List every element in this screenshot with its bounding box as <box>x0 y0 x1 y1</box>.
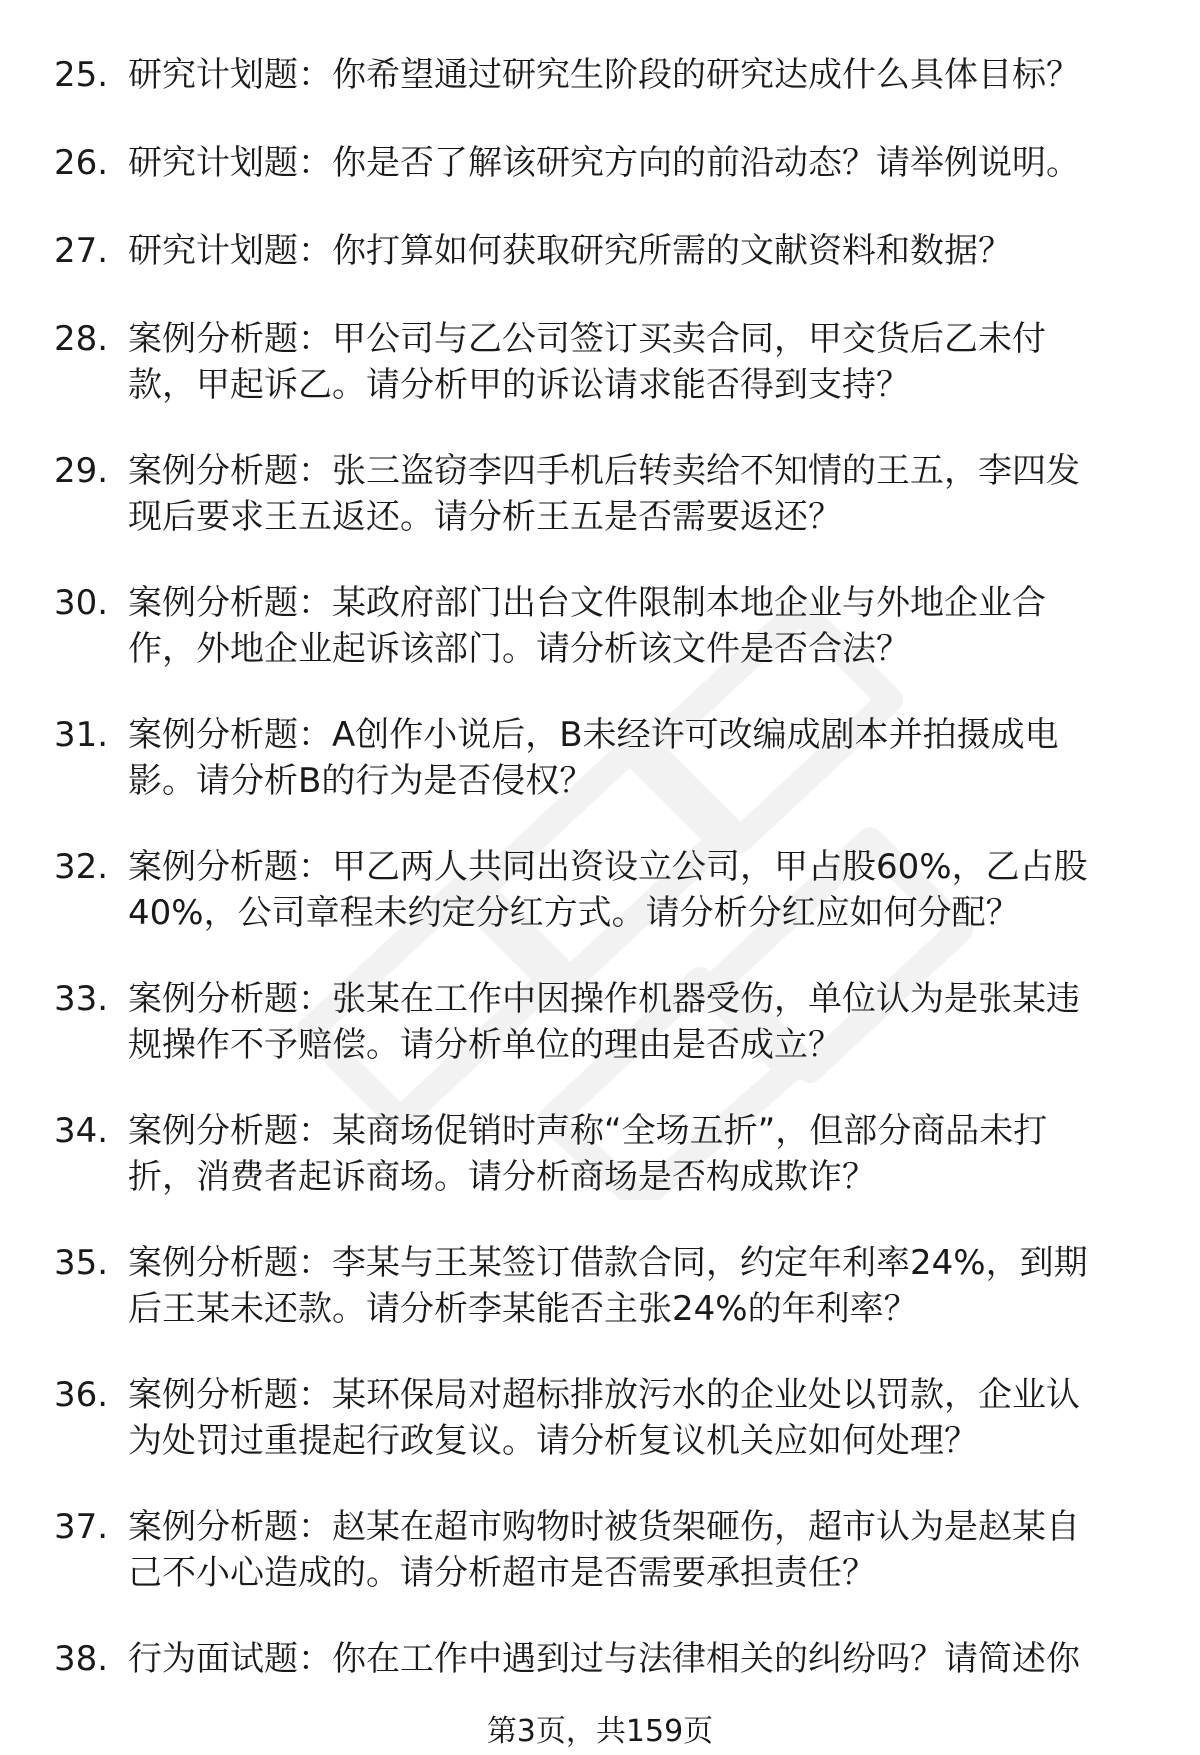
list-item <box>0 1504 1200 1636</box>
question-text: 案例分析题：某环保局对超标排放污水的企业处以罚款，企业认 为处罚过重提起行政复议。请分析复议机关应如何处理？ <box>128 1375 1080 1461</box>
list-item <box>0 448 1200 580</box>
question-text: 案例分析题：李某与王某签订借款合同，约定年利率24%，到期 后王某未还款。请分析李某能否主张24%的年利率？ <box>128 1243 1088 1329</box>
list-item <box>0 1636 1200 1724</box>
list-item <box>0 52 1200 140</box>
question-number: 26. <box>54 143 109 183</box>
question-number: 29. <box>54 451 109 491</box>
question-text: 案例分析题：甲公司与乙公司签订买卖合同，甲交货后乙未付 款，甲起诉乙。请分析甲的诉讼请求能否得到支持？ <box>128 319 1046 405</box>
question-text: 案例分析题：甲乙两人共同出资设立公司，甲占股60%，乙占股 40%，公司章程未约定分红方式。请分析分红应如何分配？ <box>128 847 1088 933</box>
list-item <box>0 140 1200 228</box>
question-text: 研究计划题：你是否了解该研究方向的前沿动态？请举例说明。 <box>128 143 1080 183</box>
question-number: 35. <box>54 1243 109 1283</box>
list-item <box>0 580 1200 712</box>
question-number: 31. <box>54 715 109 755</box>
question-text: 案例分析题：某商场促销时声称“全场五折”，但部分商品未打 折，消费者起诉商场。请分析商场是否构成欺诈？ <box>128 1111 1048 1197</box>
question-text: 行为面试题：你在工作中遇到过与法律相关的纠纷吗？请简述你 <box>128 1639 1080 1679</box>
list-item <box>0 712 1200 844</box>
list-item <box>0 316 1200 448</box>
question-text: 案例分析题：赵某在超市购物时被货架砸伤，超市认为是赵某自 己不小心造成的。请分析超市是否需要承担责任？ <box>128 1507 1080 1593</box>
list-item <box>0 1108 1200 1240</box>
question-number: 36. <box>54 1375 109 1415</box>
question-number: 28. <box>54 319 109 359</box>
list-item <box>0 228 1200 316</box>
page-footer: 第3页，共159页 <box>486 1714 714 1749</box>
question-number: 30. <box>54 583 109 623</box>
question-number: 32. <box>54 847 109 887</box>
question-list <box>0 52 1200 1724</box>
question-number: 25. <box>54 55 109 95</box>
question-number: 37. <box>54 1507 109 1547</box>
list-item <box>0 1240 1200 1372</box>
question-text: 案例分析题：张某在工作中因操作机器受伤，单位认为是张某违 规操作不予赔偿。请分析单位的理由是否成立？ <box>128 979 1080 1065</box>
question-number: 27. <box>54 231 109 271</box>
question-number: 34. <box>54 1111 109 1151</box>
list-item <box>0 976 1200 1108</box>
list-item <box>0 1372 1200 1504</box>
question-text: 研究计划题：你希望通过研究生阶段的研究达成什么具体目标？ <box>128 55 1080 95</box>
question-text: 案例分析题：某政府部门出台文件限制本地企业与外地企业合 作，外地企业起诉该部门。请分析该文件是否合法？ <box>128 583 1046 669</box>
question-text: 案例分析题：张三盗窃李四手机后转卖给不知情的王五，李四发 现后要求王五返还。请分析王五是否需要返还？ <box>128 451 1080 537</box>
list-item <box>0 844 1200 976</box>
question-number: 33. <box>54 979 109 1019</box>
question-text: 研究计划题：你打算如何获取研究所需的文献资料和数据？ <box>128 231 1012 271</box>
question-number: 38. <box>54 1639 109 1679</box>
question-text: 案例分析题：A创作小说后，B未经许可改编成剧本并拍摄成电 影。请分析B的行为是否侵权？ <box>128 715 1059 801</box>
